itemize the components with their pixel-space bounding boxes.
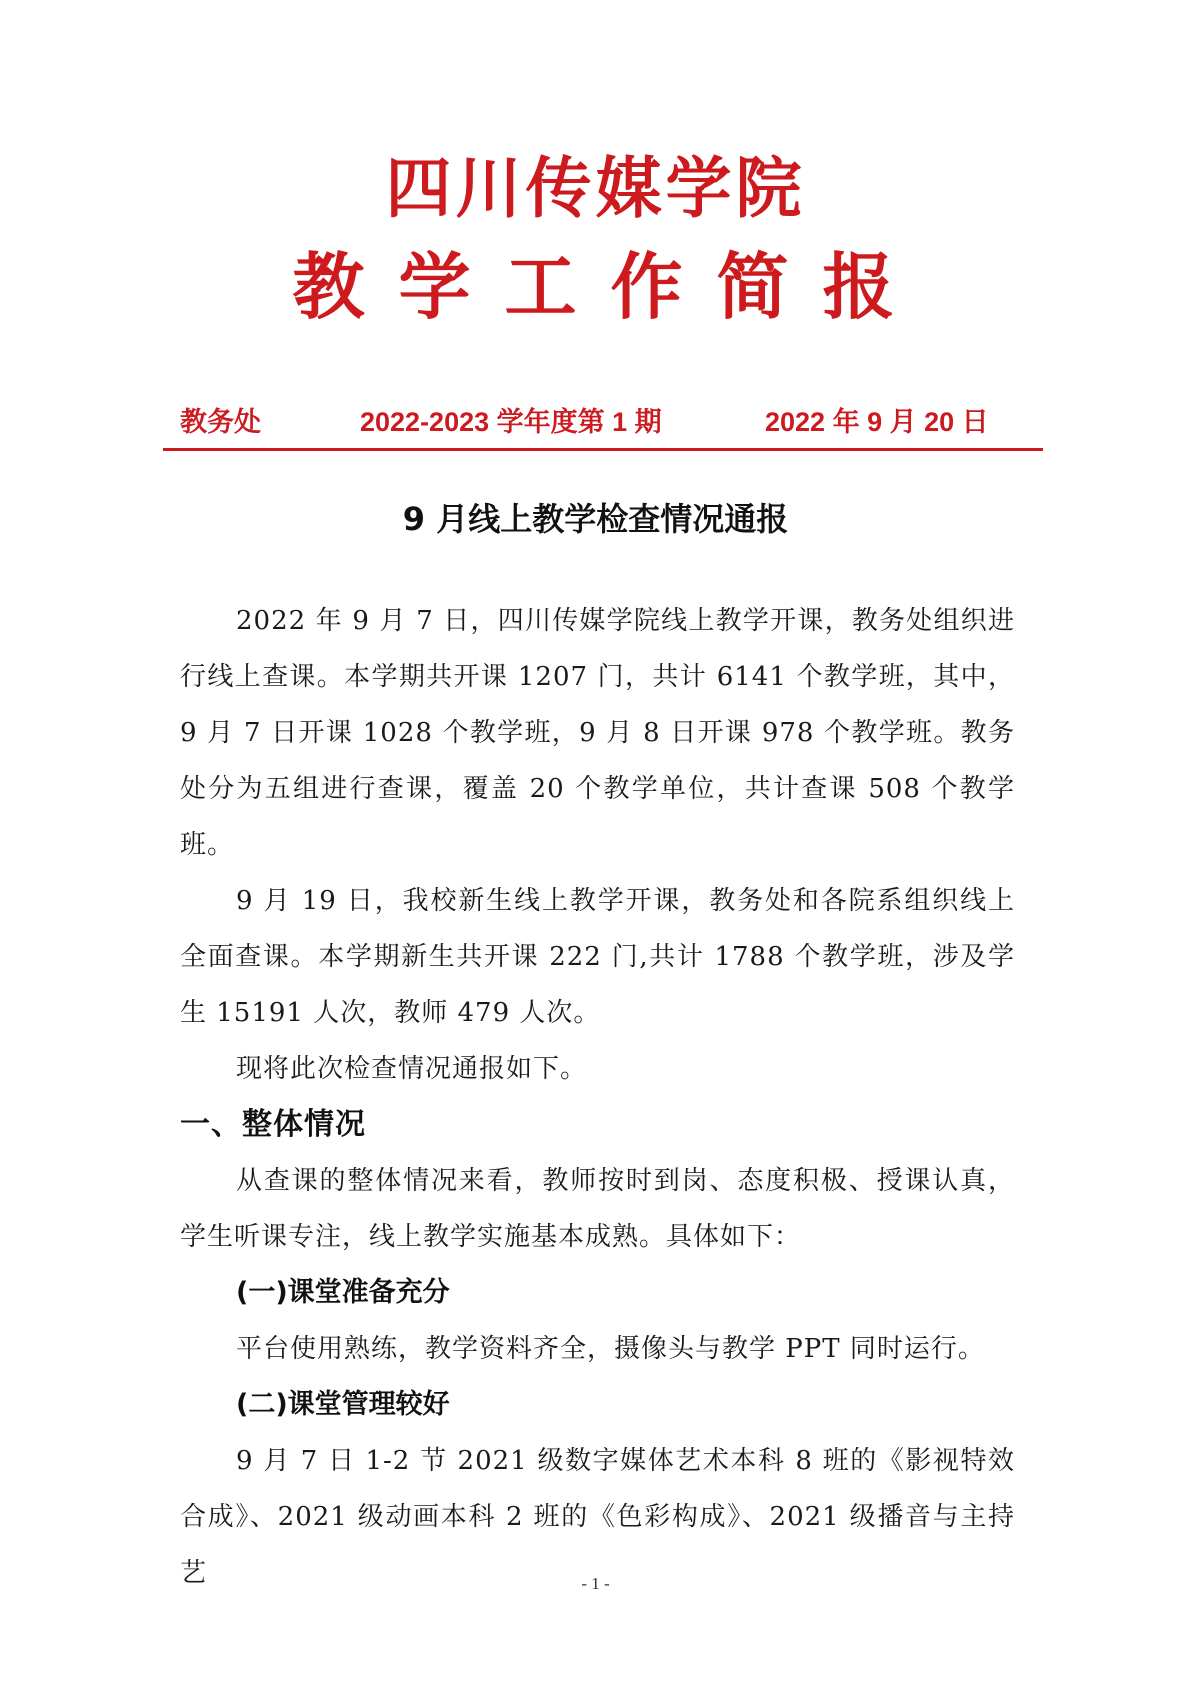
subheading-preparation: (一)课堂准备充分 <box>236 1277 450 1308</box>
masthead-divider <box>163 448 1043 451</box>
masthead-school-name: 四川传媒学院 <box>385 149 806 227</box>
subheading-management: (二)课堂管理较好 <box>236 1389 450 1420</box>
section-heading-overall: 一、整体情况 <box>180 1107 366 1142</box>
paragraph-freshmen: 9 月 19 日，我校新生线上教学开课，教务处和各院系组织线上全面查课。本学期新生共开课 222 门,共计 1788 个教学班，涉及学生 15191 人次，教师 479 人次。 <box>180 886 1015 1028</box>
paragraph-management: 9 月 7 日 1-2 节 2021 级数字媒体艺术本科 8 班的《影视特效合成》、2021 级动画本科 2 班的《色彩构成》、2021 级播音与主持艺 <box>180 1446 1015 1588</box>
issue-department: 教务处 <box>180 407 261 437</box>
article-body <box>180 593 1015 1601</box>
paragraph-overall-intro: 从查课的整体情况来看，教师按时到岗、态度积极、授课认真，学生听课专注，线上教学实施基本成熟。具体如下： <box>180 1166 1015 1252</box>
page-number: - 1 - <box>581 1574 610 1593</box>
masthead-publication-name: 教学工作简报 <box>292 245 929 329</box>
article-title: 9 月线上教学检查情况通报 <box>402 500 789 538</box>
paragraph-preparation: 平台使用熟练，教学资料齐全，摄像头与教学 PPT 同时运行。 <box>236 1334 985 1364</box>
issue-number: 2022-2023 学年度第 1 期 <box>360 407 662 437</box>
issue-date: 2022 年 9 月 20 日 <box>765 407 989 437</box>
paragraph-opening: 2022 年 9 月 7 日，四川传媒学院线上教学开课，教务处组织进行线上查课。本学期共开课 1207 门，共计 6141 个教学班，其中，9 月 7 日开课 1028 个教学班，9 月 8 日开课 978 个教学班。教务处分为五组进行查课，覆盖 20 个教学单位，共计查课 508 个教学班。 <box>180 606 1015 860</box>
paragraph-transition: 现将此次检查情况通报如下。 <box>236 1054 588 1084</box>
